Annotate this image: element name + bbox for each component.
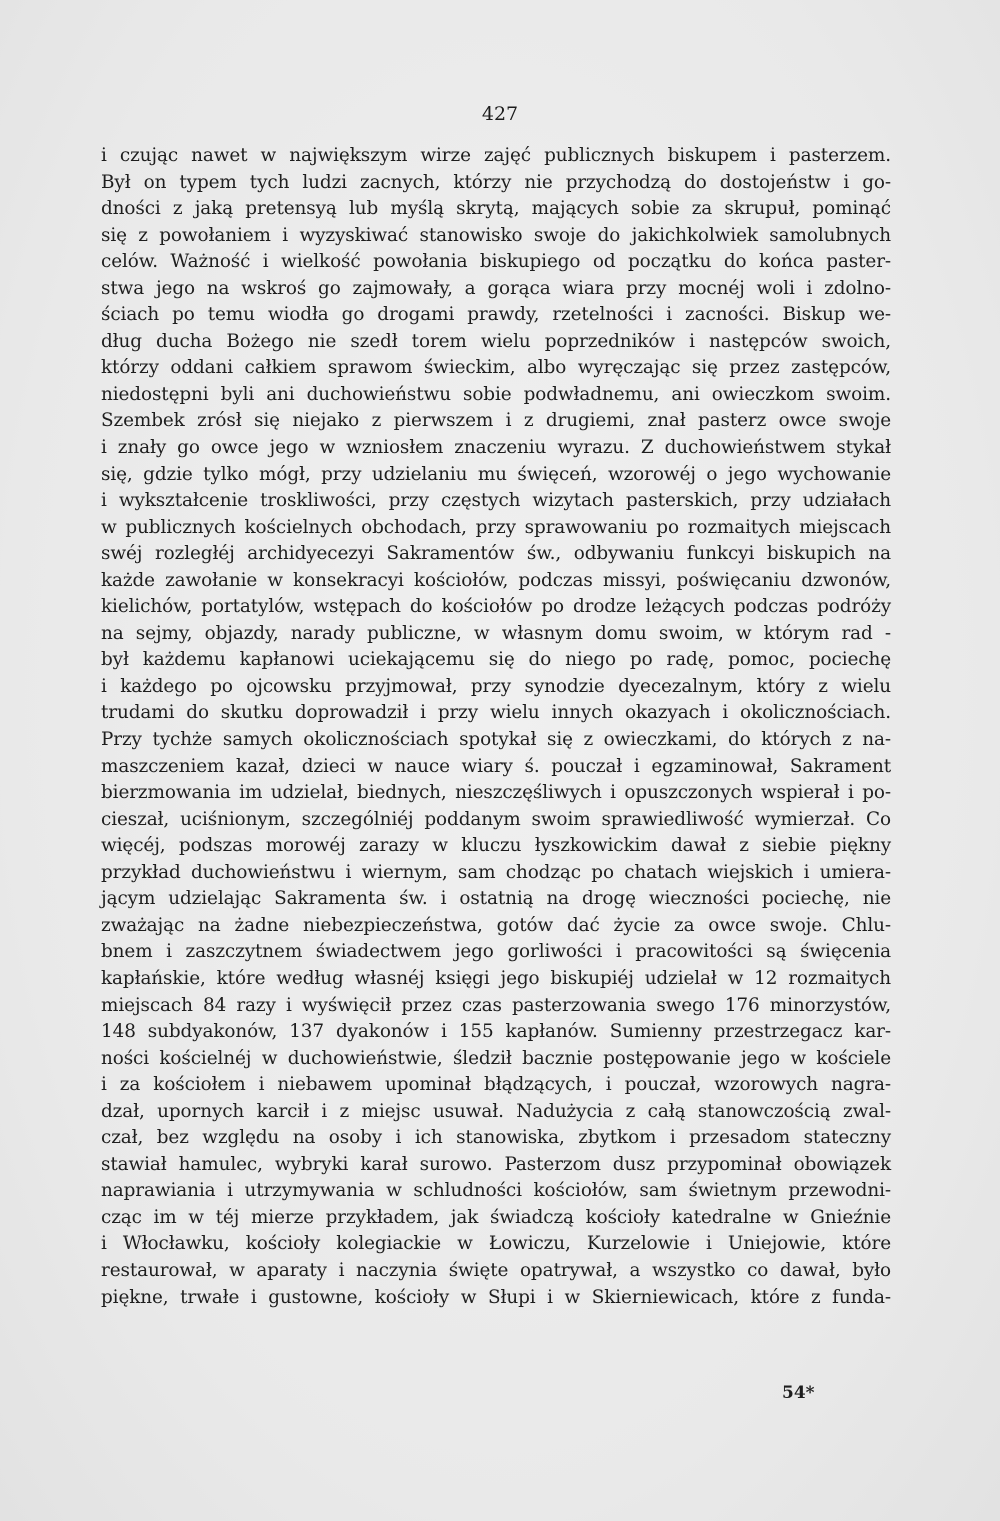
text-line: i każdego po ojcowsku przyjmował, przy synodzie dyecezalnym, który z wielu: [101, 675, 891, 697]
text-line: zważając na żadne niebezpieczeństwa, gotów dać życie za owce swoje. Chlu-: [101, 914, 891, 936]
body-text: [101, 143, 891, 1311]
text-line: był każdemu kapłanowi uciekającemu się do niego po radę, pomoc, pociechę: [101, 649, 891, 671]
text-line: 148 subdyakonów, 137 dyakonów i 155 kapłanów. Sumienny przestrzegacz kar-: [101, 1021, 891, 1043]
text-line: na sejmy, objazdy, narady publiczne, w własnym domu swoim, w którym rad -: [101, 622, 891, 644]
text-line: i za kościołem i niebawem upominał błądzących, i pouczał, wzorowych nagra-: [101, 1074, 891, 1096]
text-line: jącym udzielając Sakramenta św. i ostatnią na drogę wieczności pociechę, nie: [101, 888, 891, 910]
text-line: naprawiania i utrzymywania w schludności kościołów, sam świetnym przewodni-: [101, 1180, 891, 1202]
text-line: którzy oddani całkiem sprawom świeckim, albo wyręczając się przez zastępców,: [101, 357, 891, 379]
text-line: Był on typem tych ludzi zacnych, którzy nie przychodzą do dostojeństw i go-: [101, 171, 891, 193]
text-line: dług ducha Bożego nie szedł torem wielu poprzedników i następców swoich,: [101, 330, 891, 352]
text-line: każde zawołanie w konsekracyi kościołów, podczas missyi, poświęcaniu dzwonów,: [101, 569, 891, 591]
text-line: i czując nawet w największym wirze zajęć publicznych biskupem i pasterzem.: [101, 145, 891, 166]
page-number: 427: [481, 103, 519, 125]
text-line: i Włocławku, kościoły kolegiackie w Łowiczu, Kurzelowie i Uniejowie, które: [101, 1233, 891, 1255]
text-line: miejscach 84 razy i wyświęcił przez czas pasterzowania swego 176 minorzystów,: [101, 994, 891, 1016]
text-line: stawiał hamulec, wybryki karał surowo. Pasterzom dusz przypominał obowiązek: [101, 1153, 891, 1175]
text-line: Przy tychże samych okolicznościach spotykał się z owieczkami, do których z na-: [101, 729, 891, 751]
text-line: piękne, trwałe i gustowne, kościoły w Słupi i w Skierniewicach, które z funda-: [101, 1286, 891, 1308]
printer-signature-mark: 54*: [782, 1383, 815, 1403]
text-line: bnem i zaszczytnem świadectwem jego gorliwości i pracowitości są święcenia: [101, 941, 891, 963]
text-line: bierzmowania im udzielał, biednych, nieszczęśliwych i opuszczonych wspierał i po-: [101, 782, 891, 804]
text-line: maszczeniem kazał, dzieci w nauce wiary ś. pouczał i egzaminował, Sakrament: [101, 755, 891, 777]
text-line: restaurował, w aparaty i naczynia święte opatrywał, a wszystko co dawał, było: [101, 1259, 891, 1281]
text-line: Szembek zrósł się niejako z pierwszem i z drugiemi, znał pasterz owce swoje: [101, 410, 891, 432]
text-line: swéj rozległéj archidyecezyi Sakramentów św., odbywaniu funkcyi biskupich na: [101, 543, 891, 565]
text-line: ności kościelnéj w duchowieństwie, śledził bacznie postępowanie jego w kościele: [101, 1047, 891, 1069]
text-line: trudami do skutku doprowadził i przy wielu innych okazyach i okolicznościach.: [101, 702, 891, 724]
text-line: ściach po temu wiodła go drogami prawdy, rzetelności i zacności. Biskup we-: [101, 304, 891, 326]
text-line: dności z jaką pretensyą lub myślą skrytą, mających sobie za skrupuł, pominąć: [101, 198, 891, 220]
text-line: i znały go owce jego w wzniosłem znaczeniu wyrazu. Z duchowieństwem stykał: [101, 437, 891, 459]
text-line: kielichów, portatylów, wstępach do kościołów po drodze leżących podczas podróży: [101, 596, 891, 618]
text-line: kapłańskie, które według własnéj księgi jego biskupiéj udzielał w 12 rozmaitych: [101, 967, 891, 989]
text-line: celów. Ważność i wielkość powołania biskupiego od początku do końca paster-: [101, 251, 891, 273]
text-line: dzał, upornych karcił i z miejsc usuwał. Nadużycia z całą stanowczością zwal-: [101, 1100, 891, 1122]
text-line: i wykształcenie troskliwości, przy częstych wizytach pasterskich, przy udziałach: [101, 490, 891, 512]
text-line: cząc im w téj mierze przykładem, jak świadczą kościoły katedralne w Gnieźnie: [101, 1206, 891, 1228]
text-line: się, gdzie tylko mógł, przy udzielaniu mu święceń, wzorowéj o jego wychowanie: [101, 463, 891, 485]
text-line: przykład duchowieństwu i wiernym, sam chodząc po chatach wiejskich i umiera-: [101, 861, 891, 883]
text-line: niedostępni byli ani duchowieństwu sobie podwładnemu, ani owieczkom swoim.: [101, 383, 891, 405]
text-line: cieszał, uciśnionym, szczególniéj poddanym swoim sprawiedliwość wymierzał. Co: [101, 808, 891, 830]
text-line: więcéj, podszas morowéj zarazy w kluczu łyszkowickim dawał z siebie piękny: [101, 835, 891, 857]
text-line: się z powołaniem i wyzyskiwać stanowisko swoje do jakichkolwiek samolubnych: [101, 224, 891, 246]
text-line: czał, bez względu na osoby i ich stanowiska, zbytkom i przesadom stateczny: [101, 1127, 891, 1149]
text-line: stwa jego na wskroś go zajmowały, a gorąca wiara przy mocnéj woli i zdolno-: [101, 277, 891, 299]
text-line: w publicznych kościelnych obchodach, przy sprawowaniu po rozmaitych miejscach: [101, 516, 891, 538]
